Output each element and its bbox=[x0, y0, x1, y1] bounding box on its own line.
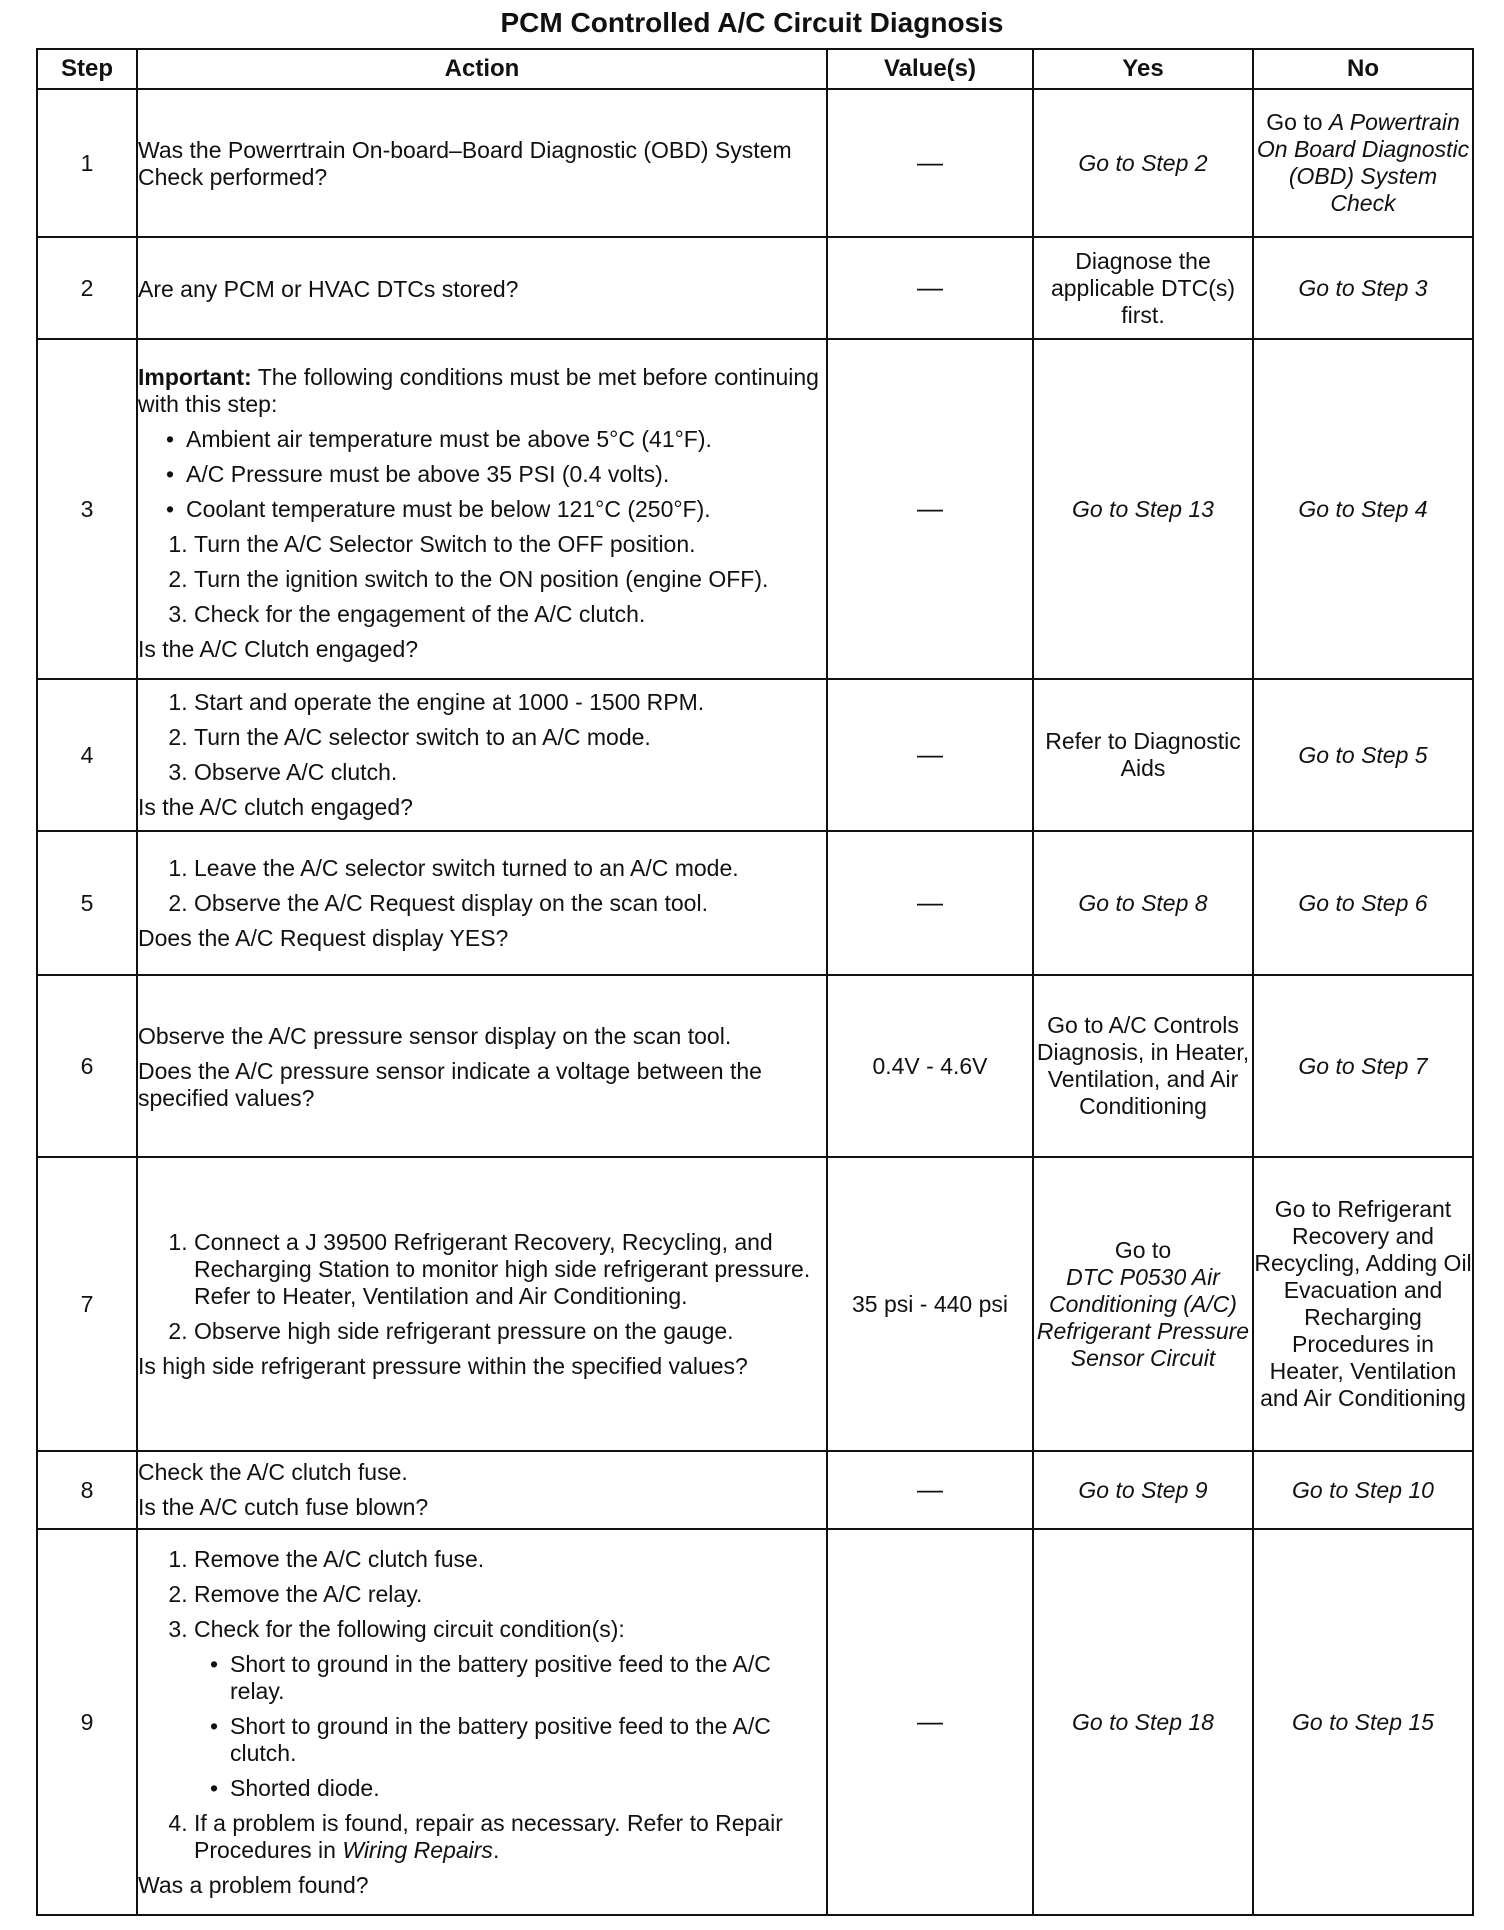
no-cell: Go to Step 15 bbox=[1253, 1529, 1473, 1915]
list-item: 1. Connect a J 39500 Refrigerant Recovery, Recycling, and Recharging Station to monitor high side refrigerant pressure. Refer to Heater, Ventilation and Air Conditioning. bbox=[194, 1229, 826, 1310]
yes-cell bbox=[1033, 1157, 1253, 1451]
yes-cell: Diagnose the applicable DTC(s) first. bbox=[1033, 237, 1253, 339]
table-row bbox=[37, 831, 1473, 975]
header-yes: Yes bbox=[1033, 49, 1253, 89]
action-cell bbox=[137, 339, 827, 679]
action-question: Was the Powerrtrain On-board–Board Diagnostic (OBD) System Check performed? bbox=[138, 137, 792, 190]
yes-cell: Refer to Diagnostic Aids bbox=[1033, 679, 1253, 831]
list-item bbox=[194, 1616, 826, 1802]
value-cell bbox=[827, 89, 1033, 237]
action-cell bbox=[137, 1157, 827, 1451]
action-question: Is the A/C cutch fuse blown? bbox=[138, 1494, 429, 1520]
table-row bbox=[37, 679, 1473, 831]
action-cell bbox=[137, 1529, 827, 1915]
table-row bbox=[37, 1451, 1473, 1529]
list-item: 1. Start and operate the engine at 1000 - 1500 RPM. bbox=[194, 689, 826, 716]
list-item: 2. Turn the A/C selector switch to an A/C mode. bbox=[194, 724, 826, 751]
action-cell bbox=[137, 975, 827, 1157]
step-number: 1 bbox=[37, 89, 137, 237]
yes-cell: Go to Step 13 bbox=[1033, 339, 1253, 679]
no-cell: Go to Refrigerant Recovery and Recycling, Adding Oil Evacuation and Recharging Procedures in Heater, Ventilation and Air Conditioning bbox=[1253, 1157, 1473, 1451]
list-item: 1. Leave the A/C selector switch turned to an A/C mode. bbox=[194, 855, 826, 882]
value-dash: — bbox=[917, 1474, 943, 1504]
list-item: • A/C Pressure must be above 35 PSI (0.4 volts). bbox=[186, 461, 826, 488]
action-question: Does the A/C Request display YES? bbox=[138, 924, 509, 951]
yes-cell: Go to Step 9 bbox=[1033, 1451, 1253, 1529]
list-item: 3. Observe A/C clutch. bbox=[194, 759, 826, 786]
important-label: Important: bbox=[138, 363, 252, 390]
list-item: 2. Turn the ignition switch to the ON position (engine OFF). bbox=[194, 566, 826, 593]
no-cell: Go to Step 7 bbox=[1253, 975, 1473, 1157]
header-action: Action bbox=[137, 49, 827, 89]
value-dash: — bbox=[917, 272, 943, 302]
condition-list bbox=[194, 1651, 826, 1802]
action-cell bbox=[137, 1451, 827, 1529]
table-row bbox=[37, 975, 1473, 1157]
no-cell: Go to Step 10 bbox=[1253, 1451, 1473, 1529]
action-cell bbox=[137, 237, 827, 339]
list-item: • Coolant temperature must be below 121°C (250°F). bbox=[186, 496, 826, 523]
value-cell bbox=[827, 237, 1033, 339]
condition-list bbox=[138, 426, 826, 523]
no-cell: Go to Step 3 bbox=[1253, 237, 1473, 339]
value-dash: — bbox=[917, 1706, 943, 1736]
list-item: • Ambient air temperature must be above 5°C (41°F). bbox=[186, 426, 826, 453]
table-header-row bbox=[37, 49, 1473, 89]
action-text: Check the A/C clutch fuse. bbox=[138, 1459, 408, 1485]
action-cell bbox=[137, 679, 827, 831]
procedure-list bbox=[138, 1546, 826, 1864]
no-cell: Go to Step 6 bbox=[1253, 831, 1473, 975]
procedure-list bbox=[138, 855, 826, 917]
page-title: PCM Controlled A/C Circuit Diagnosis bbox=[500, 7, 1004, 38]
value-cell: 0.4V - 4.6V bbox=[827, 975, 1033, 1157]
value-dash: — bbox=[917, 739, 943, 769]
header-no: No bbox=[1253, 49, 1473, 89]
value-cell bbox=[827, 679, 1033, 831]
step-number: 2 bbox=[37, 237, 137, 339]
step-number: 3 bbox=[37, 339, 137, 679]
action-question: Is high side refrigerant pressure within the specified values? bbox=[138, 1352, 748, 1379]
yes-cell: Go to Step 18 bbox=[1033, 1529, 1253, 1915]
procedure-list bbox=[138, 689, 826, 786]
yes-cell: Go to A/C Controls Diagnosis, in Heater, Ventilation, and Air Conditioning bbox=[1033, 975, 1253, 1157]
no-text: Go to bbox=[1266, 109, 1329, 135]
list-item: 1. Remove the A/C clutch fuse. bbox=[194, 1546, 826, 1573]
value-cell: 35 psi - 440 psi bbox=[827, 1157, 1033, 1451]
value-cell bbox=[827, 831, 1033, 975]
header-step: Step bbox=[37, 49, 137, 89]
list-item-text: If a problem is found, repair as necessary. Refer to Repair Procedures in bbox=[194, 1809, 783, 1863]
list-item: 2. Remove the A/C relay. bbox=[194, 1581, 826, 1608]
list-item: • Short to ground in the battery positive feed to the A/C relay. bbox=[230, 1651, 826, 1705]
yes-text: Go to bbox=[1114, 1236, 1172, 1263]
list-item: 2. Observe the A/C Request display on the scan tool. bbox=[194, 890, 826, 917]
step-number: 7 bbox=[37, 1157, 137, 1451]
no-cell: Go to Step 4 bbox=[1253, 339, 1473, 679]
yes-cell: Go to Step 2 bbox=[1033, 89, 1253, 237]
procedure-list bbox=[138, 531, 826, 628]
step-number: 5 bbox=[37, 831, 137, 975]
step-number: 4 bbox=[37, 679, 137, 831]
yes-link-text: DTC P0530 Air Conditioning (A/C) Refrigerant Pressure Sensor Circuit bbox=[1036, 1263, 1250, 1371]
value-dash: — bbox=[917, 887, 943, 917]
no-link-text: A Powertrain On Board Diagnostic (OBD) System Check bbox=[1256, 109, 1470, 216]
value-cell bbox=[827, 339, 1033, 679]
value-dash: — bbox=[917, 147, 943, 177]
table-row bbox=[37, 237, 1473, 339]
list-item-end: . bbox=[492, 1836, 500, 1863]
no-cell bbox=[1253, 89, 1473, 237]
diagnosis-table bbox=[36, 48, 1474, 1916]
action-question: Is the A/C Clutch engaged? bbox=[138, 635, 419, 662]
list-item: 1. Turn the A/C Selector Switch to the OFF position. bbox=[194, 531, 826, 558]
no-cell: Go to Step 5 bbox=[1253, 679, 1473, 831]
table-row bbox=[37, 1157, 1473, 1451]
action-cell bbox=[137, 831, 827, 975]
yes-cell: Go to Step 8 bbox=[1033, 831, 1253, 975]
action-question: Does the A/C pressure sensor indicate a voltage between the specified values? bbox=[138, 1057, 762, 1111]
wiring-repairs-ref: Wiring Repairs bbox=[342, 1836, 493, 1863]
table-row bbox=[37, 1529, 1473, 1915]
list-item bbox=[194, 1810, 826, 1864]
table-row bbox=[37, 89, 1473, 237]
header-values: Value(s) bbox=[827, 49, 1033, 89]
action-question: Was a problem found? bbox=[138, 1871, 369, 1898]
list-item: • Short to ground in the battery positive feed to the A/C clutch. bbox=[230, 1713, 826, 1767]
list-item: 2. Observe high side refrigerant pressure on the gauge. bbox=[194, 1318, 826, 1345]
table-row bbox=[37, 339, 1473, 679]
action-text: Observe the A/C pressure sensor display on the scan tool. bbox=[138, 1022, 732, 1049]
procedure-list bbox=[138, 1229, 826, 1345]
list-item: • Shorted diode. bbox=[230, 1775, 826, 1802]
value-cell bbox=[827, 1529, 1033, 1915]
important-text: The following conditions must be met before continuing with this step: bbox=[138, 363, 819, 417]
action-question: Is the A/C clutch engaged? bbox=[138, 794, 413, 820]
step-number: 8 bbox=[37, 1451, 137, 1529]
step-number: 6 bbox=[37, 975, 137, 1157]
step-number: 9 bbox=[37, 1529, 137, 1915]
action-cell bbox=[137, 89, 827, 237]
value-cell bbox=[827, 1451, 1033, 1529]
list-item-text: Check for the following circuit condition(s): bbox=[194, 1615, 625, 1642]
important-note bbox=[138, 364, 826, 418]
list-item: 3. Check for the engagement of the A/C clutch. bbox=[194, 601, 826, 628]
value-dash: — bbox=[917, 493, 943, 523]
action-question: Are any PCM or HVAC DTCs stored? bbox=[138, 275, 519, 302]
